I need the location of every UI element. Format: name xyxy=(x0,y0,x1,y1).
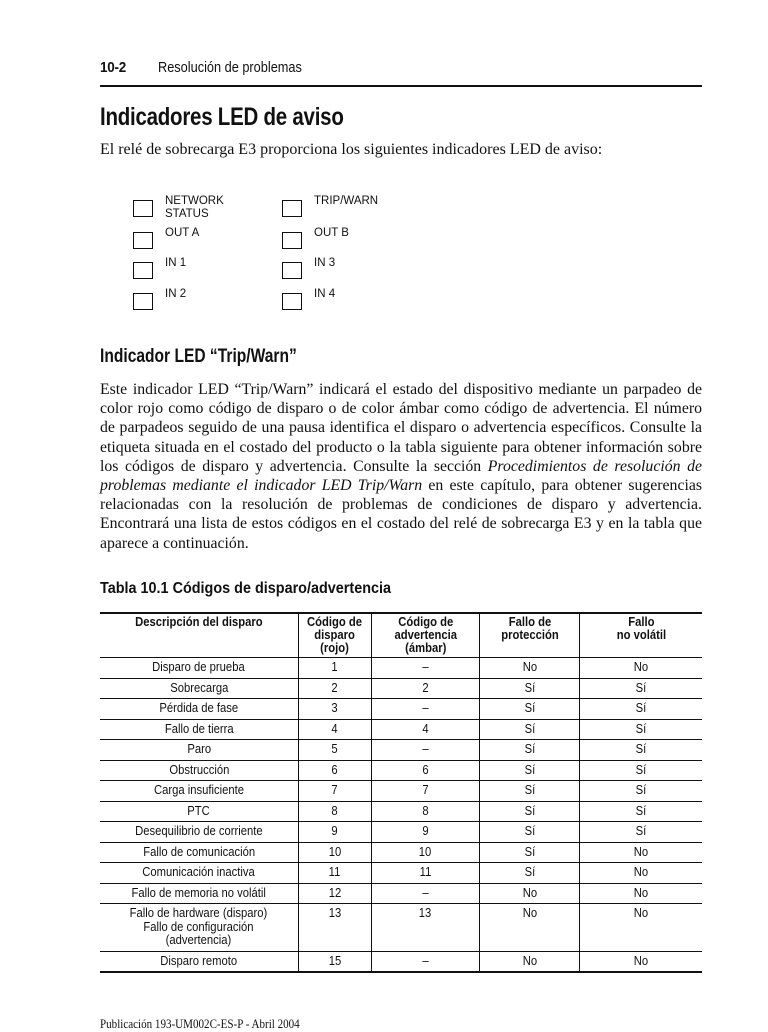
cell-non-volatile-fault: No xyxy=(580,658,702,679)
cell-warning-code: 2 xyxy=(371,678,479,699)
table-header-row xyxy=(100,613,702,658)
led-label: OUT B xyxy=(314,227,349,239)
intro-text: El relé de sobrecarga E3 proporciona los siguientes indicadores LED de aviso: xyxy=(100,141,603,158)
table-row xyxy=(100,801,702,822)
cell-protection-fault: Sí xyxy=(479,678,580,699)
header-trip-description: Descripción del disparo xyxy=(100,613,298,658)
led-box xyxy=(282,262,302,279)
led-label: IN 1 xyxy=(165,257,187,269)
led-box xyxy=(282,232,302,249)
led-box xyxy=(133,262,153,279)
cell-protection-fault: No xyxy=(479,904,580,952)
cell-description: Desequilibrio de corriente xyxy=(100,822,298,843)
cell-trip-code: 4 xyxy=(298,719,371,740)
cell-warning-code: 11 xyxy=(371,863,479,884)
cell-non-volatile-fault: No xyxy=(580,951,702,972)
cell-warning-code: 6 xyxy=(371,760,479,781)
page-header xyxy=(100,57,702,87)
led-label: TRIP/WARN xyxy=(314,195,379,207)
cell-warning-code: 4 xyxy=(371,719,479,740)
cell-warning-code: – xyxy=(371,883,479,904)
cell-description: Carga insuficiente xyxy=(100,781,298,802)
led-box xyxy=(133,232,153,249)
cell-non-volatile-fault: Sí xyxy=(580,781,702,802)
cell-warning-code: – xyxy=(371,658,479,679)
body-text-italic-reference: Procedimientos de resolución de problemas mediante el indicador LED Trip/Warn xyxy=(100,457,702,495)
cell-description: Disparo de prueba xyxy=(100,658,298,679)
cell-non-volatile-fault: Sí xyxy=(580,719,702,740)
led-box xyxy=(133,200,153,217)
cell-warning-code: 9 xyxy=(371,822,479,843)
cell-description: Disparo remoto xyxy=(100,951,298,972)
cell-description: Fallo de comunicación xyxy=(100,842,298,863)
cell-warning-code: – xyxy=(371,699,479,720)
trip-warning-codes-table xyxy=(100,612,702,973)
led-box xyxy=(282,200,302,217)
cell-description: Paro xyxy=(100,740,298,761)
header-non-volatile-fault: Fallo no volátil xyxy=(580,613,702,658)
cell-non-volatile-fault: No xyxy=(580,904,702,952)
chapter-title: Resolución de problemas xyxy=(158,59,302,76)
subsection-title: Indicador LED “Trip/Warn” xyxy=(100,346,297,367)
cell-trip-code: 8 xyxy=(298,801,371,822)
table-row xyxy=(100,842,702,863)
cell-description: Fallo de memoria no volátil xyxy=(100,883,298,904)
cell-trip-code: 13 xyxy=(298,904,371,952)
cell-protection-fault: Sí xyxy=(479,760,580,781)
cell-warning-code: 7 xyxy=(371,781,479,802)
led-label: NETWORK STATUS xyxy=(165,195,224,220)
cell-warning-code: – xyxy=(371,740,479,761)
cell-protection-fault: No xyxy=(479,951,580,972)
cell-non-volatile-fault: Sí xyxy=(580,740,702,761)
cell-protection-fault: Sí xyxy=(479,699,580,720)
body-text-part2: en este capítulo, para obtener sugerencias relacionadas con la resolución de problemas de condiciones de disparo y advertencia. Encontrará una lista de estos códigos en el costado del relé de sobrecarga E3 y en la tabla que aparece a continuación. xyxy=(100,477,703,552)
cell-non-volatile-fault: No xyxy=(580,842,702,863)
page-footer: Publicación 193-UM002C-ES-P - Abril 2004 xyxy=(100,1016,300,1031)
table-row xyxy=(100,822,702,843)
body-paragraph xyxy=(100,380,702,553)
led-label: IN 3 xyxy=(314,257,336,269)
table-row xyxy=(100,781,702,802)
cell-non-volatile-fault: Sí xyxy=(580,760,702,781)
body-text-part1: Este indicador LED “Trip/Warn” indicará el estado del dispositivo mediante un parpadeo de color rojo como código de disparo o de color ámbar como código de advertencia. El número de parpadeos seguido de una pausa identifica el disparo o advertencia específicos. Consulte la etiqueta situada en el costado del producto o la tabla siguiente para obtener información sobre los códigos de disparo y advertencia. Consulte la sección xyxy=(100,381,702,475)
cell-non-volatile-fault: Sí xyxy=(580,699,702,720)
cell-trip-code: 9 xyxy=(298,822,371,843)
cell-description: PTC xyxy=(100,801,298,822)
cell-protection-fault: No xyxy=(479,658,580,679)
cell-warning-code: 10 xyxy=(371,842,479,863)
cell-trip-code: 12 xyxy=(298,883,371,904)
cell-trip-code: 1 xyxy=(298,658,371,679)
cell-description: Pérdida de fase xyxy=(100,699,298,720)
cell-protection-fault: Sí xyxy=(479,740,580,761)
cell-description: Sobrecarga xyxy=(100,678,298,699)
table-title: Tabla 10.1 Códigos de disparo/advertencia xyxy=(100,580,392,597)
table-row xyxy=(100,678,702,699)
cell-non-volatile-fault: Sí xyxy=(580,822,702,843)
table-row xyxy=(100,658,702,679)
cell-description: Fallo de tierra xyxy=(100,719,298,740)
cell-description: Obstrucción xyxy=(100,760,298,781)
page-number: 10-2 xyxy=(100,59,126,76)
led-box xyxy=(133,293,153,310)
cell-non-volatile-fault: No xyxy=(580,863,702,884)
header-protection-fault: Fallo de protección xyxy=(479,613,580,658)
cell-non-volatile-fault: No xyxy=(580,883,702,904)
cell-trip-code: 6 xyxy=(298,760,371,781)
table-row xyxy=(100,760,702,781)
cell-protection-fault: Sí xyxy=(479,781,580,802)
cell-trip-code: 5 xyxy=(298,740,371,761)
cell-trip-code: 15 xyxy=(298,951,371,972)
cell-protection-fault: Sí xyxy=(479,822,580,843)
cell-warning-code: 13 xyxy=(371,904,479,952)
table-row xyxy=(100,719,702,740)
led-label: OUT A xyxy=(165,227,200,239)
header-trip-code: Código de disparo (rojo) xyxy=(298,613,371,658)
table-row xyxy=(100,740,702,761)
table-row xyxy=(100,699,702,720)
header-warning-code: Código de advertencia (ámbar) xyxy=(371,613,479,658)
table-row xyxy=(100,951,702,972)
cell-protection-fault: Sí xyxy=(479,842,580,863)
cell-trip-code: 2 xyxy=(298,678,371,699)
cell-protection-fault: Sí xyxy=(479,863,580,884)
cell-protection-fault: Sí xyxy=(479,719,580,740)
cell-warning-code: – xyxy=(371,951,479,972)
led-label: IN 2 xyxy=(165,288,187,300)
table-row xyxy=(100,904,702,952)
cell-non-volatile-fault: Sí xyxy=(580,678,702,699)
cell-description: Fallo de hardware (disparo) Fallo de configuración (advertencia) xyxy=(100,904,298,952)
section-title: Indicadores LED de aviso xyxy=(100,103,344,131)
cell-trip-code: 7 xyxy=(298,781,371,802)
cell-trip-code: 10 xyxy=(298,842,371,863)
cell-protection-fault: Sí xyxy=(479,801,580,822)
cell-protection-fault: No xyxy=(479,883,580,904)
table-row xyxy=(100,883,702,904)
cell-trip-code: 3 xyxy=(298,699,371,720)
led-box xyxy=(282,293,302,310)
cell-trip-code: 11 xyxy=(298,863,371,884)
cell-warning-code: 8 xyxy=(371,801,479,822)
table-row xyxy=(100,863,702,884)
cell-description: Comunicación inactiva xyxy=(100,863,298,884)
led-label: IN 4 xyxy=(314,288,336,300)
table-body xyxy=(100,658,702,973)
cell-non-volatile-fault: Sí xyxy=(580,801,702,822)
